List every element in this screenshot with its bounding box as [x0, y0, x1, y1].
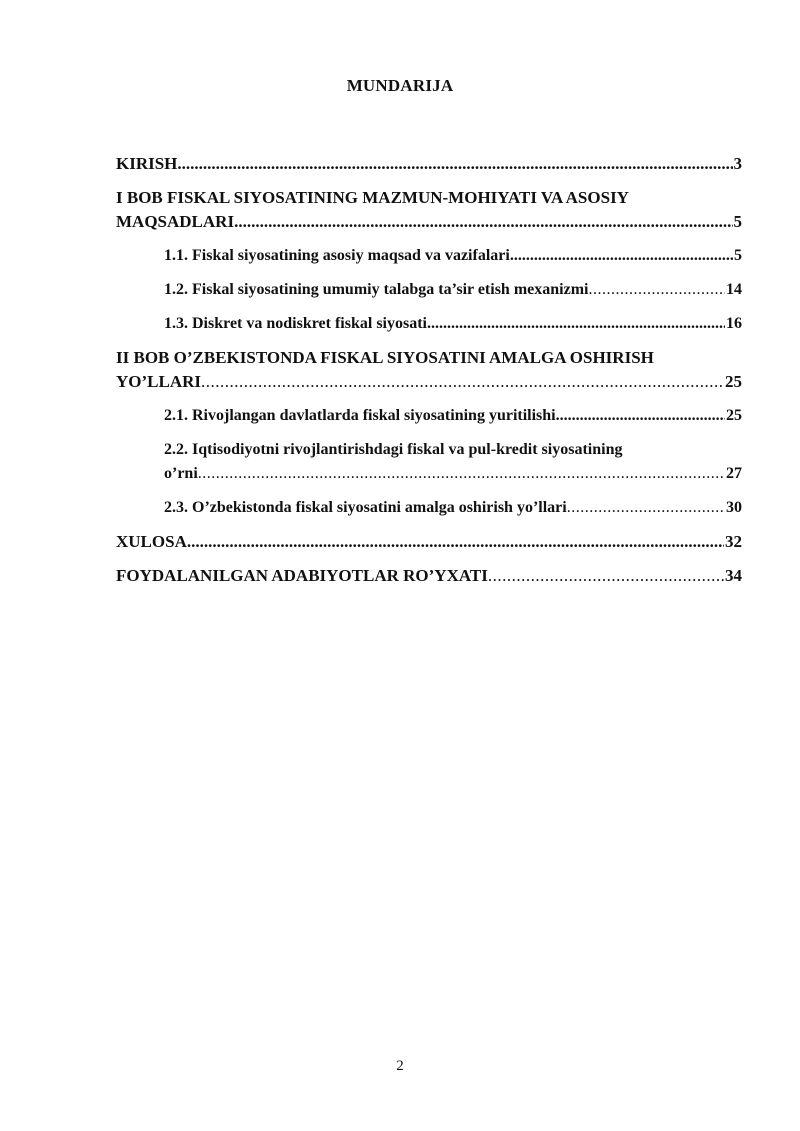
- toc-entry-2-3[interactable]: [116, 496, 742, 520]
- toc-entry-1-2[interactable]: [116, 278, 742, 302]
- toc-leader-dots: [177, 152, 732, 176]
- toc-entry-label: YO’LLARI: [116, 372, 202, 391]
- toc-leader-dots: [510, 244, 733, 268]
- page-number: 2: [396, 1058, 404, 1074]
- toc-leader-dots: [201, 370, 724, 394]
- toc-entry-label: MAQSADLARI: [116, 212, 235, 231]
- toc-entry-references[interactable]: [116, 564, 742, 588]
- toc-entry-label: 2.3. O’zbekistonda fiskal siyosatini amalga oshirish yo’llari: [164, 499, 567, 516]
- toc-entry-label: o’rni: [164, 465, 198, 482]
- toc-entry-2-1[interactable]: [116, 404, 742, 428]
- toc-page-number: 25: [725, 372, 742, 391]
- toc-entry-label: KIRISH: [116, 154, 178, 173]
- toc-leader-dots: [556, 404, 725, 428]
- toc-entry-label-line: I BOB FISKAL SIYOSATINING MAZMUN-MOHIYATI VA ASOSIY: [116, 188, 629, 207]
- toc-page-number: 5: [733, 212, 742, 231]
- toc-leader-dots: [427, 312, 725, 336]
- toc-entry-label: 1.3. Diskret va nodiskret fiskal siyosati: [164, 315, 427, 332]
- toc-page-number: 16: [726, 315, 742, 332]
- toc-entry-label: 1.2. Fiskal siyosatining umumiy talabga ta’sir etish mexanizmi: [164, 281, 589, 298]
- toc-entry-label: 1.1. Fiskal siyosatining asosiy maqsad va vazifalari: [164, 247, 510, 264]
- toc-page-number: 30: [726, 499, 742, 516]
- toc-entry-2-2[interactable]: [116, 438, 742, 486]
- toc-entry-1-3[interactable]: [116, 312, 742, 336]
- toc-entry-label-line: II BOB O’ZBEKISTONDA FISKAL SIYOSATINI AMALGA OSHIRISH: [116, 348, 654, 367]
- toc-leader-dots: [198, 462, 725, 486]
- toc-entry-xulosa[interactable]: [116, 530, 742, 554]
- toc-page-number: 5: [734, 247, 742, 264]
- toc-leader-dots: [588, 278, 725, 302]
- toc-entry-chapter-2[interactable]: [116, 346, 742, 394]
- toc-entry-kirish[interactable]: [116, 152, 742, 176]
- toc-page-number: 14: [726, 281, 742, 298]
- toc-page-number: 3: [733, 154, 742, 173]
- toc-entry-label-line: 2.2. Iqtisodiyotni rivojlantirishdagi fiskal va pul-kredit siyosatining: [164, 441, 623, 458]
- toc-leader-dots: [567, 496, 725, 520]
- toc-leader-dots: [234, 210, 732, 234]
- toc-page-number: 25: [726, 407, 742, 424]
- toc-entry-1-1[interactable]: [116, 244, 742, 268]
- toc-page-number: 32: [725, 532, 742, 551]
- toc-leader-dots: [488, 564, 724, 588]
- toc-entry-chapter-1[interactable]: [116, 186, 742, 234]
- toc-page-number: 27: [726, 465, 742, 482]
- document-title: MUNDARIJA: [346, 76, 454, 95]
- toc-entry-label: XULOSA: [116, 532, 187, 551]
- table-of-contents: [116, 152, 742, 598]
- toc-page-number: 34: [725, 566, 742, 585]
- toc-leader-dots: [187, 530, 724, 554]
- toc-entry-label: 2.1. Rivojlangan davlatlarda fiskal siyosatining yuritilishi: [164, 407, 556, 424]
- toc-entry-label: FOYDALANILGAN ADABIYOTLAR RO’YXATI: [116, 566, 488, 585]
